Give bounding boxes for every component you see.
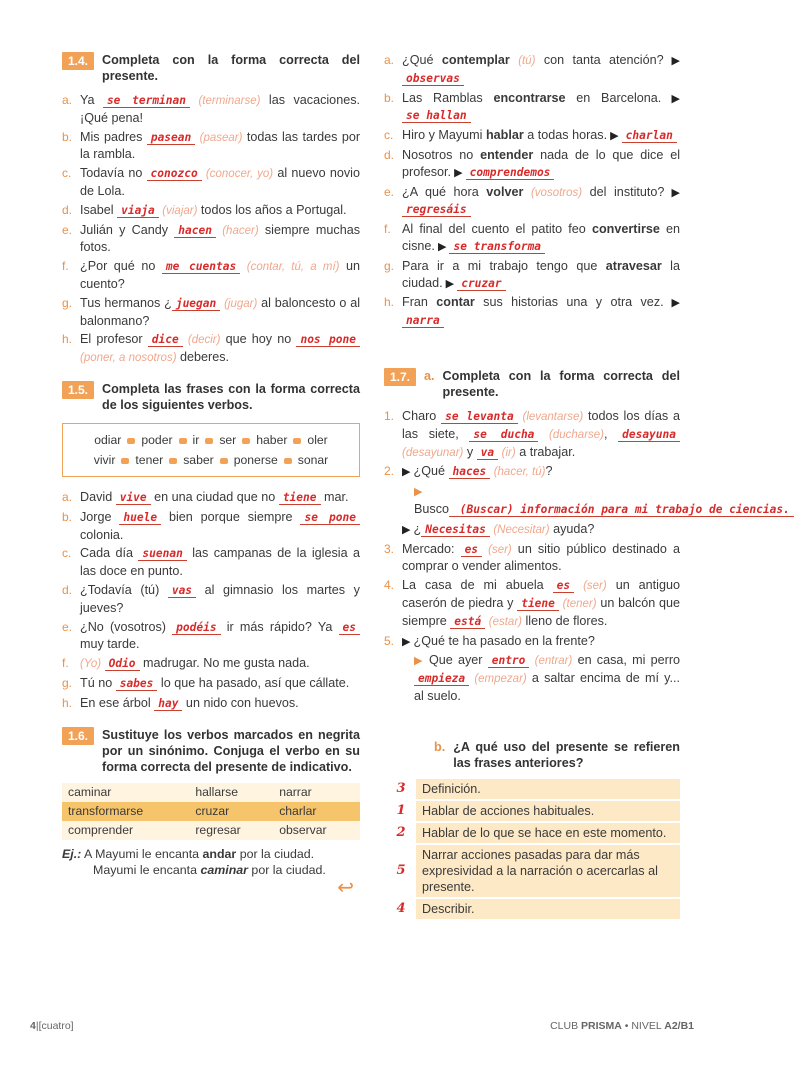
arrow-icon: ▶ xyxy=(414,655,429,668)
right-column xyxy=(384,52,790,921)
arrow-icon: ▶ xyxy=(402,635,414,648)
bullet-icon xyxy=(179,438,187,444)
page-number: 4|[cuatro] xyxy=(30,1020,74,1032)
exercise-item xyxy=(384,294,680,330)
bold-verb: hablar xyxy=(485,128,524,143)
use-text: Definición. xyxy=(416,779,680,799)
exercise-number: 1.5. xyxy=(62,381,94,399)
table-cell: regresar xyxy=(189,821,273,840)
use-answer: 4 xyxy=(396,901,406,917)
use-row xyxy=(386,899,680,919)
answer: narra xyxy=(402,314,444,328)
bullet-icon xyxy=(242,438,250,444)
bullet-icon xyxy=(293,438,301,444)
item-letter: e. xyxy=(62,619,73,634)
example xyxy=(62,846,360,879)
exercise-item xyxy=(62,92,360,127)
exercise-item xyxy=(62,655,360,673)
table-row xyxy=(62,783,360,802)
item-letter: b. xyxy=(384,90,395,105)
hint: (entrar) xyxy=(534,655,573,668)
left-column xyxy=(62,52,360,897)
item-text: ¿Por qué no me cuentas (contar, tú, a mí) un cuento? xyxy=(80,259,361,291)
arrow-icon: ▶ xyxy=(663,297,681,310)
hint: (hacer, tú) xyxy=(493,466,546,479)
answer: es xyxy=(553,579,574,593)
exercise-item xyxy=(62,489,360,507)
answer: empieza xyxy=(414,672,469,686)
example-label: Ej.: xyxy=(62,846,82,861)
exercise-1-4 xyxy=(62,52,360,367)
answer: pasean xyxy=(147,131,195,145)
verb: saber xyxy=(183,452,214,467)
arrow-icon: ▶ xyxy=(607,130,622,143)
answer: se ducha xyxy=(469,428,538,442)
exercise-item xyxy=(62,222,360,257)
use-text: Describir. xyxy=(416,899,680,919)
use-row xyxy=(386,823,680,843)
item-text: Para ir a mi trabajo tengo que atravesar la ciudad. ▶ cruzar xyxy=(402,258,680,290)
item-letter: g. xyxy=(62,675,73,690)
answer: vive xyxy=(116,491,151,505)
exercise-item xyxy=(62,619,360,654)
hint: (Necesitar) xyxy=(493,523,550,536)
answer: (Buscar) información para mi trabajo de ciencias. xyxy=(449,503,794,517)
answer: suenan xyxy=(138,547,186,561)
item-number: 4. xyxy=(384,578,395,593)
answer: viaja xyxy=(117,204,159,218)
item-text: Nosotros no entender nada de lo que dice el profesor. ▶ comprendemos xyxy=(402,147,680,179)
arrow-icon: ▶ xyxy=(451,166,466,179)
exercise-item xyxy=(384,408,680,461)
exercise-item xyxy=(384,127,680,145)
verb: haber xyxy=(256,432,288,447)
bold-verb: convertirse xyxy=(591,222,660,237)
example-text: A Mayumi le encanta xyxy=(84,846,203,861)
answer: va xyxy=(477,446,498,460)
table-cell: charlar xyxy=(273,802,360,821)
exercise-item xyxy=(62,331,360,367)
exercise-title: Completa con la forma correcta del presente. xyxy=(442,368,680,399)
hint: (vosotros) xyxy=(530,186,583,199)
arrow-icon: ▶ xyxy=(661,92,681,105)
item-text: El profesor dice (decir) que hoy no nos pone (poner, a nosotros) deberes. xyxy=(80,331,360,367)
item-text: Todavía no conozco (conocer, yo) al nuevo novio de Lola. xyxy=(80,166,360,198)
bold-verb: volver xyxy=(486,184,524,199)
arrow-icon: ▶ xyxy=(664,186,680,199)
exercise-number: 1.6. xyxy=(62,727,94,745)
use-answer: 2 xyxy=(396,825,406,841)
item-text: Tú no sabes lo que ha pasado, así que cállate. xyxy=(80,675,350,690)
exercise-item xyxy=(384,147,680,182)
answer: tiene xyxy=(517,597,559,611)
verb: ser xyxy=(219,432,237,447)
use-text: Hablar de lo que se hace en este momento. xyxy=(416,823,680,843)
exercise-1-6 xyxy=(62,727,360,897)
answer: es xyxy=(461,543,482,557)
exercise-item xyxy=(62,509,360,544)
item-letter: h. xyxy=(384,295,395,310)
item-text: Fran contar sus historias una y otra vez. ▶ narra xyxy=(402,295,681,328)
item-text: Mercado: es (ser) un sitio público destinado a comprar o vender alimentos. xyxy=(402,541,680,574)
exercise-item xyxy=(384,521,680,539)
item-text: Charo se levanta (levantarse) todos los días a las siete, se ducha (ducharse), desayuna (desayunar) y va (ir) a trabajar. xyxy=(402,408,680,459)
table-cell: hallarse xyxy=(189,783,273,802)
exercise-item xyxy=(384,52,680,88)
exercise-item xyxy=(384,184,680,220)
answer: regresáis xyxy=(402,203,471,217)
item-letter: c. xyxy=(62,166,72,181)
hint: (hacer) xyxy=(222,224,259,237)
hint: (ir) xyxy=(501,446,516,459)
answer: juegan xyxy=(172,297,220,311)
bullet-icon xyxy=(205,438,213,444)
exercise-item xyxy=(62,202,360,220)
answer: es xyxy=(339,621,360,635)
part-letter: b. xyxy=(434,739,446,754)
hint: (conocer, yo) xyxy=(205,168,274,181)
verb: sonar xyxy=(297,452,329,467)
exercise-item xyxy=(62,129,360,164)
exercise-item xyxy=(384,652,680,704)
item-letter: d. xyxy=(384,147,395,162)
item-number xyxy=(384,521,396,539)
item-letter: d. xyxy=(62,202,73,217)
answer: se terminan xyxy=(103,94,190,108)
verb: odiar xyxy=(94,432,122,447)
item-letter: h. xyxy=(62,695,73,710)
hint: (Yo) xyxy=(80,658,102,671)
table-cell: narrar xyxy=(273,783,360,802)
table-row xyxy=(62,802,360,821)
exercise-item xyxy=(62,675,360,693)
answer: observas xyxy=(402,72,464,86)
answer: vas xyxy=(168,584,196,598)
answer: Odio xyxy=(105,657,140,671)
item-text: ¿No (vosotros) podéis ir más rápido? Ya es muy tarde. xyxy=(80,619,360,654)
answer: está xyxy=(450,615,485,629)
use-text: Hablar de acciones habituales. xyxy=(416,801,680,821)
exercise-number: 1.4. xyxy=(62,52,94,70)
item-number: 5. xyxy=(384,633,395,648)
item-text: En ese árbol hay un nido con huevos. xyxy=(80,695,299,710)
bold-verb: contar xyxy=(436,295,475,310)
item-text: La casa de mi abuela es (ser) un antiguo caserón de piedra y tiene (tener) un balcón que siempre está (estar) lleno de flores. xyxy=(402,578,680,628)
answer: charlan xyxy=(622,129,677,143)
item-number: 3. xyxy=(384,541,395,556)
use-row xyxy=(386,779,680,799)
item-letter: g. xyxy=(62,295,73,310)
hint: (levantarse) xyxy=(522,410,584,423)
part-letter: a. xyxy=(424,368,435,383)
item-text: ▶ Que ayer entro (entrar) en casa, mi perro empieza (empezar) a saltar encima de mí y... al suelo. xyxy=(414,653,681,703)
item-text: Tus hermanos ¿ juegan (jugar) al baloncesto o al balonmano? xyxy=(80,295,361,328)
bullet-icon xyxy=(169,458,177,464)
use-row xyxy=(386,845,680,897)
answer: comprendemos xyxy=(466,166,555,180)
item-letter: f. xyxy=(62,656,69,671)
use-answer: 5 xyxy=(396,863,406,879)
item-text: Cada día suenan las campanas de la iglesia a las doce en punto. xyxy=(80,546,360,579)
footer-brand: CLUB PRISMA • NIVEL A2/B1 xyxy=(550,1020,694,1032)
bold-verb: atravesar xyxy=(605,258,662,273)
item-letter: e. xyxy=(384,184,395,199)
item-letter: h. xyxy=(62,332,73,347)
bullet-icon xyxy=(121,458,129,464)
example-text: por la ciudad. xyxy=(236,846,315,861)
arrow-icon: ▶ xyxy=(442,277,458,290)
exercise-item xyxy=(62,545,360,580)
item-text: ¿Todavía (tú) vas al gimnasio los martes y jueves? xyxy=(80,582,360,615)
hint: (poner, a nosotros) xyxy=(80,352,177,365)
answer: hay xyxy=(154,697,182,711)
hint: (viajar) xyxy=(162,204,198,217)
exercise-item xyxy=(384,541,680,576)
item-number xyxy=(384,483,396,519)
hint: (ser) xyxy=(583,580,607,593)
verb: vivir xyxy=(93,452,116,467)
example-text: Mayumi le encanta xyxy=(93,863,201,878)
use-row xyxy=(386,801,680,821)
item-letter: a. xyxy=(62,489,73,504)
hint: (pasear) xyxy=(199,131,243,144)
exercise-title: Sustituye los verbos marcados en negrita por un sinónimo. Conjuga el verbo en su forma correcta del presente de indicativo. xyxy=(102,727,360,774)
arrow-icon: ▶ xyxy=(434,240,450,253)
item-text: Al final del cuento el patito feo convertirse en cisne. ▶ se transforma xyxy=(402,222,680,253)
table-cell: cruzar xyxy=(189,802,273,821)
answer: dice xyxy=(148,333,183,347)
item-number: 1. xyxy=(384,408,395,423)
answer: se hallan xyxy=(402,109,471,123)
item-text: ▶ ¿Qué te ha pasado en la frente? xyxy=(402,633,595,648)
exercise-title: Completa las frases con la forma correcta de los siguientes verbos. xyxy=(102,381,360,412)
item-letter: c. xyxy=(62,546,72,561)
answer: se pone xyxy=(300,511,360,525)
use-answer: 1 xyxy=(396,803,406,819)
item-number: 2. xyxy=(384,464,395,479)
exercise-item xyxy=(384,577,680,630)
uses-list xyxy=(386,779,680,919)
item-letter: g. xyxy=(384,258,395,273)
answer: desayuna xyxy=(618,428,680,442)
answer: cruzar xyxy=(457,277,505,291)
item-text: Mis padres pasean (pasear) todas las tardes por la rambla. xyxy=(80,129,361,162)
example-text: por la ciudad. xyxy=(247,863,326,878)
exercise-1-6-items xyxy=(384,52,680,330)
arrow-icon: ▶ xyxy=(402,523,414,536)
arrow-icon: ▶ xyxy=(414,486,423,499)
bold-verb: entender xyxy=(480,147,534,162)
bold-verb: encontrarse xyxy=(493,90,566,105)
table-cell: comprender xyxy=(62,821,189,840)
bullet-icon xyxy=(127,438,135,444)
exercise-item xyxy=(62,295,360,330)
hint: (ser) xyxy=(488,543,512,556)
table-row xyxy=(62,821,360,840)
item-letter: e. xyxy=(62,222,73,237)
item-number xyxy=(384,652,396,704)
verb: ponerse xyxy=(233,452,278,467)
arrow-icon: ▶ xyxy=(402,466,414,479)
item-text: Hiro y Mayumi hablar a todas horas. ▶ charlan xyxy=(402,127,680,145)
arrow-icon: ▶ xyxy=(663,55,681,67)
item-text: Jorge huele bien porque siempre se pone colonia. xyxy=(80,509,360,544)
arrow-decoration-icon: ↩ xyxy=(337,876,354,899)
example-bold: caminar xyxy=(200,863,248,878)
item-text: ▶ ¿Qué haces (hacer, tú)? xyxy=(402,464,553,479)
answer: conozco xyxy=(147,167,202,181)
verb-box xyxy=(62,423,360,477)
item-text: Las Ramblas encontrarse en Barcelona. ▶ se hallan xyxy=(402,90,681,123)
answer: me cuentas xyxy=(162,260,240,274)
item-letter: f. xyxy=(384,222,391,237)
item-letter: c. xyxy=(384,128,394,143)
table-cell: transformarse xyxy=(62,802,189,821)
item-letter: d. xyxy=(62,582,73,597)
exercise-item xyxy=(62,582,360,617)
verb: tener xyxy=(135,452,164,467)
answer: se levanta xyxy=(441,410,518,424)
verb: ir xyxy=(192,432,200,447)
exercise-item xyxy=(62,695,360,713)
hint: (contar, tú, a mí) xyxy=(246,261,340,274)
hint: (ducharse) xyxy=(549,428,604,441)
hint: (tú) xyxy=(518,55,536,67)
answer: nos pone xyxy=(296,333,360,347)
exercise-item xyxy=(384,90,680,126)
exercise-item xyxy=(62,258,360,293)
exercise-item xyxy=(384,633,680,651)
table-cell: caminar xyxy=(62,783,189,802)
answer: sabes xyxy=(116,677,158,691)
synonym-table xyxy=(62,783,360,840)
answer: entro xyxy=(488,654,530,668)
hint: (tener) xyxy=(562,597,597,610)
hint: (desayunar) xyxy=(402,446,464,459)
item-text: ¿Qué contemplar (tú) con tanta atención? ▶ observas xyxy=(402,53,681,85)
exercise-number: 1.7. xyxy=(384,368,416,386)
item-text: Isabel viaja (viajar) todos los años a Portugal. xyxy=(80,202,347,217)
exercise-1-5 xyxy=(62,381,360,713)
exercise-item xyxy=(384,221,680,256)
exercise-item xyxy=(384,258,680,293)
answer: podéis xyxy=(172,621,220,635)
exercise-title: ¿A qué uso del presente se refieren las frases anteriores? xyxy=(453,739,680,770)
answer: haces xyxy=(449,465,491,479)
answer: tiene xyxy=(279,491,321,505)
example-bold: andar xyxy=(202,846,237,861)
item-text: ¿A qué hora volver (vosotros) del instituto? ▶ regresáis xyxy=(402,184,680,217)
bullet-icon xyxy=(220,458,228,464)
use-answer: 3 xyxy=(396,781,406,797)
exercise-item xyxy=(384,483,790,519)
item-letter: a. xyxy=(62,93,73,107)
bold-verb: contemplar xyxy=(441,53,510,67)
verb: oler xyxy=(307,432,328,447)
table-cell: observar xyxy=(273,821,360,840)
answer: huele xyxy=(119,511,161,525)
answer: se transforma xyxy=(449,240,545,254)
hint: (empezar) xyxy=(474,673,527,686)
use-text: Narrar acciones pasadas para dar más expresividad a la narración o acercarlas al presente. xyxy=(416,845,680,897)
item-letter: b. xyxy=(62,129,73,144)
item-letter: b. xyxy=(62,509,73,524)
item-text: Julián y Candy hacen (hacer) siempre muchas fotos. xyxy=(80,222,361,255)
hint: (jugar) xyxy=(224,297,258,310)
item-text: ▶ Busco (Buscar) información para mi trabajo de ciencias. xyxy=(402,483,794,519)
item-text: (Yo) Odio madrugar. No me gusta nada. xyxy=(80,656,310,671)
item-text: David vive en una ciudad que no tiene mar. xyxy=(80,489,349,504)
hint: (decir) xyxy=(187,334,221,347)
item-letter: f. xyxy=(62,259,69,274)
answer: hacen xyxy=(174,224,216,238)
answer: Necesitas xyxy=(421,523,490,537)
bullet-icon xyxy=(284,458,292,464)
exercise-item xyxy=(384,463,680,481)
exercise-1-7 xyxy=(384,368,790,919)
item-text: Ya se terminan (terminarse) las vacaciones. ¡Qué pena! xyxy=(80,93,360,125)
verb: poder xyxy=(141,432,173,447)
hint: (estar) xyxy=(488,615,522,628)
exercise-item xyxy=(62,165,360,200)
hint: (terminarse) xyxy=(198,95,261,107)
exercise-title: Completa con la forma correcta del presente. xyxy=(102,53,360,83)
item-text: ▶ ¿ Necesitas (Necesitar) ayuda? xyxy=(402,521,595,536)
item-letter: a. xyxy=(384,53,395,67)
